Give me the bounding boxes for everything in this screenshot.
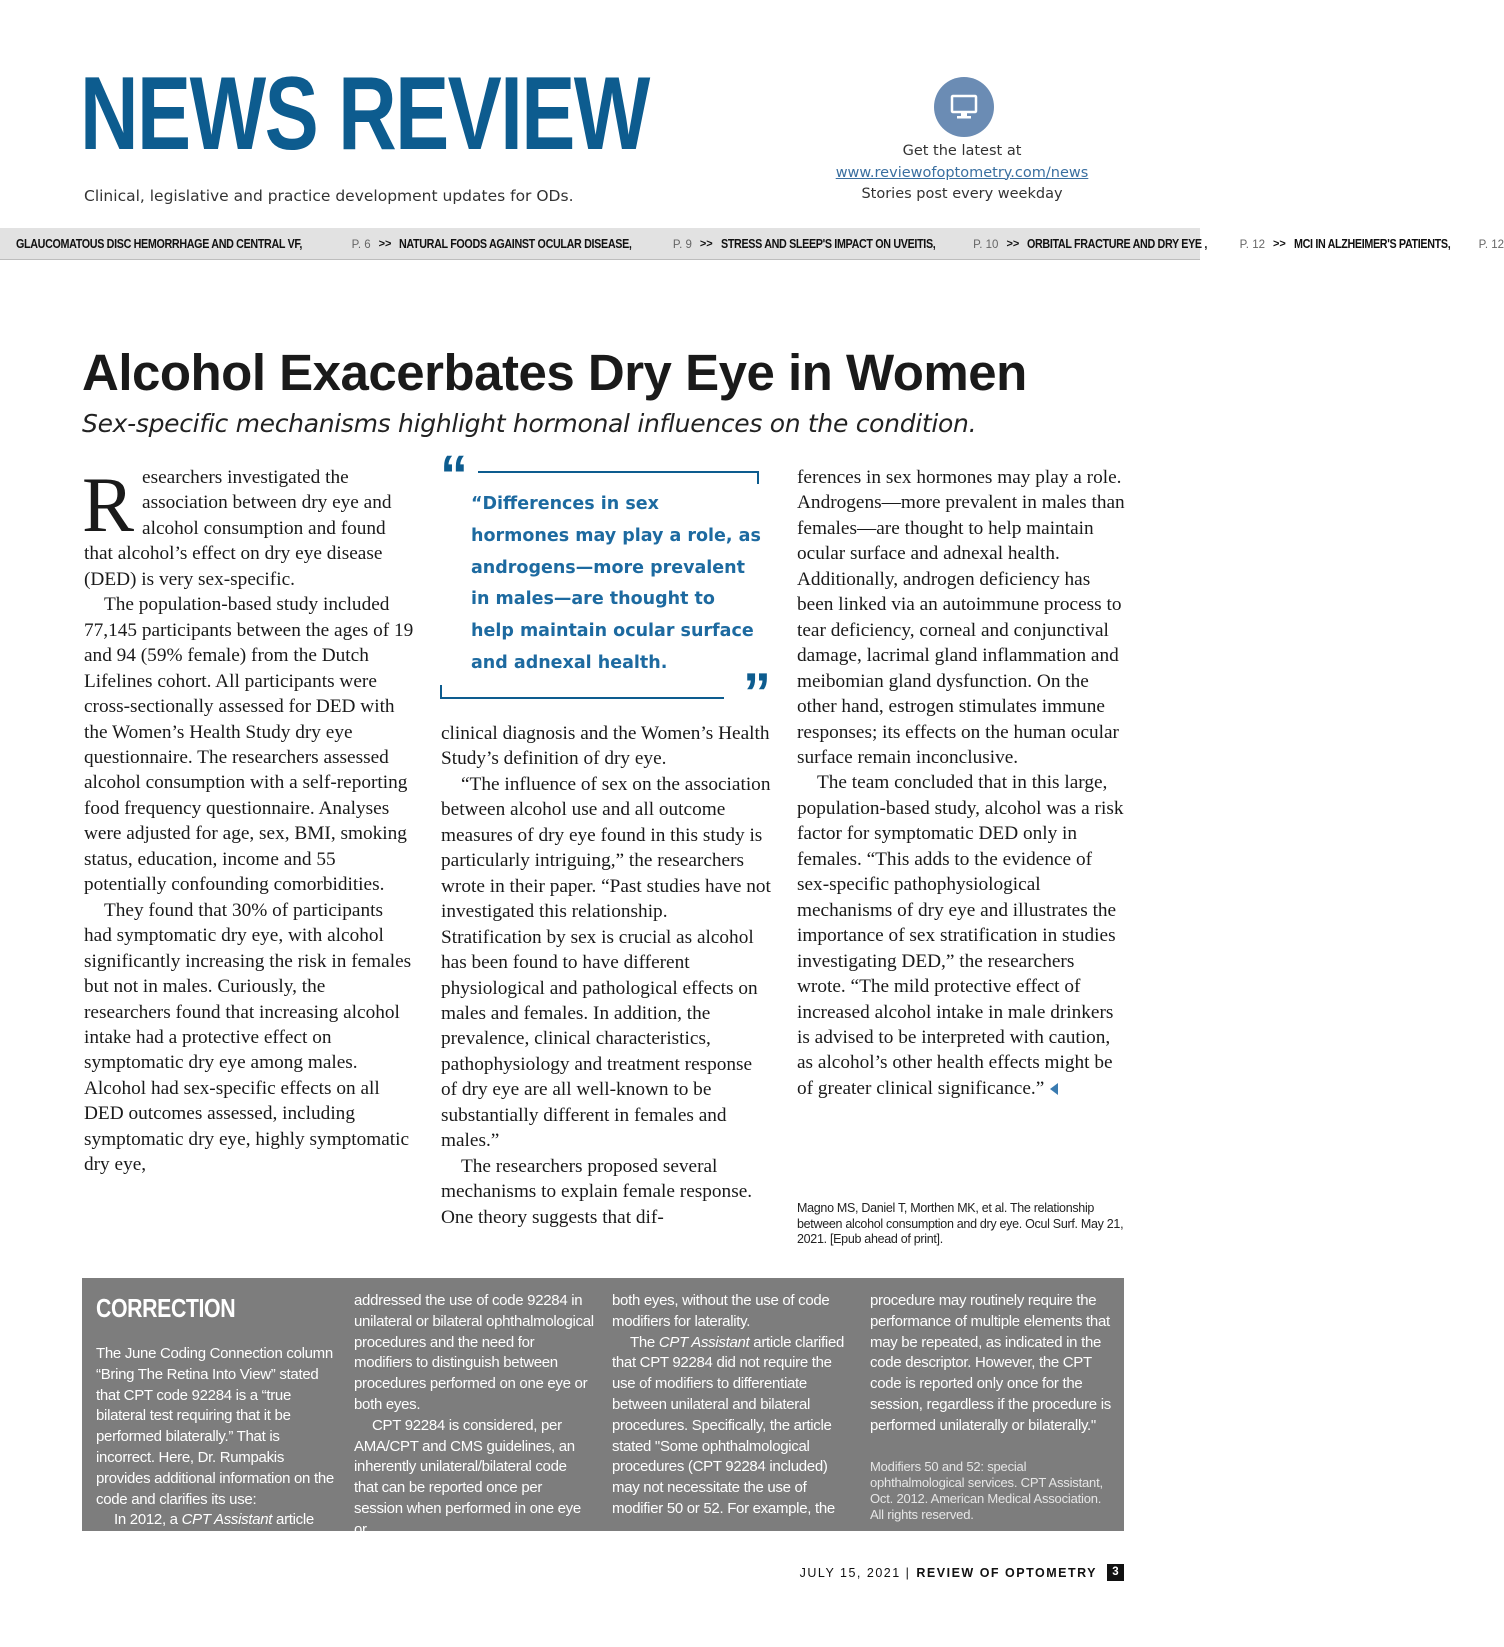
pull-quote [438,443,771,724]
article-paragraph: ferences in sex hormones may play a role. Androgens—more prevalent in males than females—are thought to help maintain ocular surface and adnexal health. Additionally, androgen deficiency has been linked via an autoimmune process to tear deficiency, corneal and conjunctival damage, lacrimal gland inflammation and meibomian gland dysfunction. On the other hand, estrogen stimulates immune responses; its effects on the human ocular surface remain inconclusive. [797,467,1125,768]
separator: >> [378,237,392,250]
page-footer [800,1564,1124,1581]
contents-item-page: P. 12 [1478,238,1504,251]
correction-paragraph: addressed the use of code 92284 in unilateral or bilateral ophthalmological procedures and the need for modifiers to distinguish between procedures performed on one eye or both eyes. [354,1292,594,1413]
footer-publication: REVIEW OF OPTOMETRY [916,1565,1097,1580]
contents-item-page: P. 12 [1239,238,1265,251]
contents-item[interactable] [399,237,691,251]
promo-line: Get the latest at [902,143,1022,159]
correction-paragraph [612,1333,852,1520]
article-paragraph: clinical diagnosis and the Women’s Health Study’s definition of dry eye. [441,723,770,770]
correction-column [612,1291,852,1520]
contents-item[interactable] [1294,237,1504,251]
contents-item-title: NATURAL FOODS AGAINST OCULAR DISEASE, [399,236,633,251]
correction-paragraph [96,1510,336,1531]
paragraph-text: esearchers investigated the association between dry eye and alcohol consumption and found that alcohol’s effect on dry eye disease (DED) is very sex-specific. [84,467,392,590]
contents-item[interactable] [721,237,999,251]
divider [478,471,759,473]
article-dek: Sex-specific mechanisms highlight hormonal influences on the condition. [82,409,977,438]
article-paragraph [82,461,414,592]
correction-text: CPT Assistant [658,1333,750,1351]
dropcap: R [82,461,135,548]
correction-column [96,1293,336,1531]
correction-text: article clarified that CPT 92284 did not require the use of modifiers to differentiate between unilateral and bilateral procedures. Specifically, the article stated "Some ophthalmological procedures (CPT 92284 included) may not necessitate the use of modifier 50 or 52. For example, the [612,1333,845,1517]
contents-item-title: MCI IN ALZHEIMER'S PATIENTS, [1293,236,1451,251]
correction-paragraph: CPT 92284 is considered, per AMA/CPT and CMS guidelines, an inherently unilateral/bilateral code that can be reported once per session when performed in one eye or [354,1416,581,1538]
article-paragraph: “The influence of sex on the association between alcohol use and all outcome measures of dry eye found in this study is particularly intriguing,” the researchers wrote in their paper. “Past studies have not investigated this relationship. Stratification by sex is crucial as alcohol has been found to have different physiological and pathological effects on males and females. In addition, the prevalence, clinical characteristics, pathophysiology and treatment response of dry eye are all well-known to be substantially different in females and males.” [441,773,771,1152]
separator: >> [1272,237,1286,250]
correction-title: CORRECTION [96,1293,236,1323]
end-mark-icon [1050,1083,1058,1095]
article-column-2 [441,721,771,1230]
contents-item-title: STRESS AND SLEEP'S IMPACT ON UVEITIS, [720,236,936,251]
contents-item-page: P. 9 [672,238,692,251]
article-column-3 [797,465,1127,1101]
separator: >> [1006,237,1020,250]
correction-text: In 2012, a [114,1511,182,1529]
open-quote-icon: “ [440,443,468,506]
page-number: 3 [1107,1564,1124,1581]
paragraph-text: The team concluded that in this large, population-based study, alcohol was a risk factor for symptomatic DED only in females. “This adds to the evidence of sex-specific pathophysiological mechanisms of dry eye and illustrates the importance of sex stratification in studies investigating DED,” the researchers wrote. “The mild protective effect of increased alcohol intake in male drinkers is advised to be interpreted with caution, as alcohol’s other health effects might be of greater clinical significance.” [797,772,1124,1099]
article-paragraph: The population-based study included 77,145 participants between the ages of 19 and 94 (59% female) from the Dutch Lifelines cohort. All participants were cross-sectionally assessed for DED with the Women’s Health Study dry eye questionnaire. The researchers assessed alcohol consumption with a self-reporting food frequency questionnaire. Analyses were adjusted for age, sex, BMI, smoking status, education, income and 55 potentially confounding comorbidities. [84,594,414,896]
article-headline: Alcohol Exacerbates Dry Eye in Women [82,344,1027,401]
footer-date: JULY 15, 2021 | [799,1565,911,1580]
contents-item[interactable] [1027,237,1265,251]
correction-note: Modifiers 50 and 52: special ophthalmological services. CPT Assistant, Oct. 2012. American Medical Association. All rights reserved. [870,1458,1103,1522]
correction-text: The [630,1333,659,1351]
masthead-title: NEWS REVIEW [80,56,649,172]
monitor-icon [934,77,994,137]
contents-item-title: ORBITAL FRACTURE AND DRY EYE , [1027,236,1208,251]
news-website-link[interactable]: www.reviewofoptometry.com/news [835,164,1089,181]
correction-column [870,1291,1114,1523]
article-paragraph [797,770,1127,1101]
close-quote-icon: ” [743,661,771,724]
contents-item-page: P. 6 [351,238,371,251]
contents-item-page: P. 10 [973,238,999,251]
pull-quote-text: “Differences in sex hormones may play a role, as androgens—more prevalent in males—are thought to help maintain ocular surface and adnexal health. [471,494,761,673]
correction-box [82,1278,1124,1538]
divider [440,697,724,699]
correction-paragraph: The June Coding Connection column “Bring The Retina Into View” stated that CPT code 92284 is a “true bilateral test requiring that it be performed bilaterally.” That is incorrect. Here, Dr. Rumpakis provides additional information on the code and clarifies its use: [96,1345,334,1508]
contents-strip [0,228,1504,260]
correction-paragraph: procedure may routinely require the performance of multiple elements that may be repeated, as indicated in the code descriptor. However, the CPT code is reported only once for the session, regardless if the procedure is performed unilaterally or bilaterally." [870,1292,1111,1434]
correction-paragraph: both eyes, without the use of code modifiers for laterality. [612,1292,830,1330]
correction-text: CPT Assistant [181,1511,273,1529]
article-reference: Magno MS, Daniel T, Morthen MK, et al. The relationship between alcohol consumption and dry eye. Ocul Surf. May 21, 2021. [Epub ahead of print]. [797,1201,1124,1246]
masthead-subtitle: Clinical, legislative and practice development updates for ODs. [84,187,574,205]
divider [757,471,759,484]
correction-text: article [272,1511,314,1529]
article-paragraph: They found that 30% of participants had symptomatic dry eye, with alcohol significantly increasing the risk in females but not in males. Curiously, the researchers found that increasing alcohol intake had a protective effect on symptomatic dry eye among males. Alcohol had sex-specific effects on all DED outcomes assessed, including symptomatic dry eye, highly symptomatic dry eye, [84,899,412,1176]
contents-item[interactable] [16,237,371,251]
promo-line: Stories post every weekday [861,186,1063,202]
separator: >> [699,237,713,250]
contents-item-title: GLAUCOMATOUS DISC HEMORRHAGE AND CENTRAL VF, [16,236,303,251]
article-column-1 [82,461,414,1178]
correction-column [354,1291,594,1541]
news-promo [800,141,1124,206]
article-paragraph: The researchers proposed several mechanisms to explain female response. One theory suggests that dif- [441,1155,753,1228]
